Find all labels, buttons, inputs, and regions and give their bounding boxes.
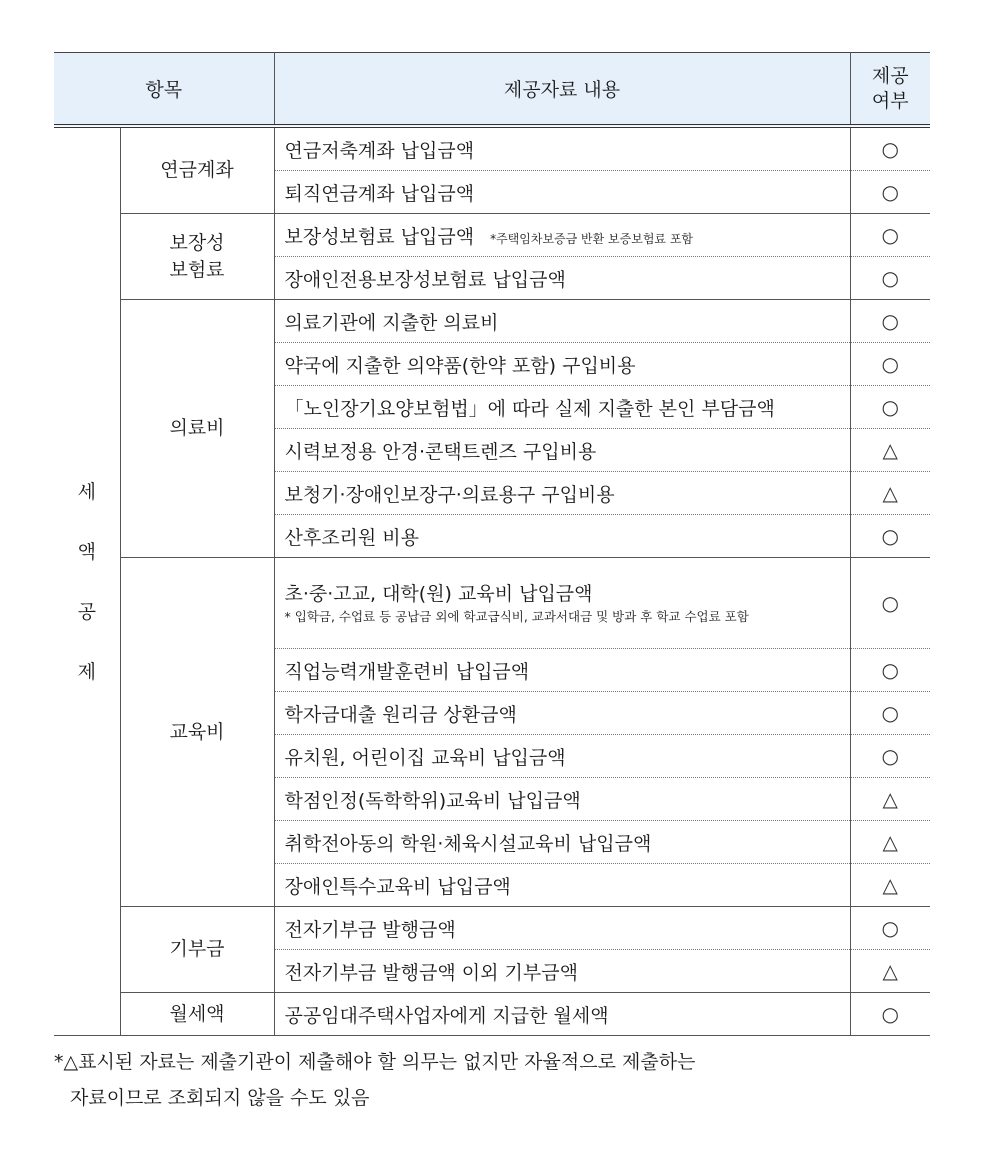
table-body [54,126,930,1036]
footnote-line1: *△표시된 자료는 제출기관이 제출해야 할 의무는 없지만 자율적으로 제출하는 [54,1051,696,1073]
header-provided-line2: 여부 [871,89,909,112]
item-description-cell [274,950,850,993]
category-label: 교육비 [169,720,225,743]
category-label: 의료비 [169,417,225,439]
item-description: 유치원, 어린이집 교육비 납입금액 [284,746,566,769]
footnote-line2: 자료이므로 조회되지 않을 수도 있음 [70,1087,370,1109]
item-description-cell [274,558,850,649]
circle-icon: ○ [850,386,930,429]
item-description: 공공임대주택사업자에게 지급한 월세액 [284,1004,609,1027]
category-label: 월세액 [169,1002,225,1025]
circle-icon: ○ [850,257,930,300]
main-category-char: 공 [77,600,96,623]
item-description: 약국에 지출한 의약품(한약 포함) 구입비용 [284,354,636,377]
circle-icon: ○ [850,214,930,257]
table-row [54,907,930,950]
item-description-cell [274,300,850,343]
item-description: 산후조리원 비용 [284,526,420,549]
main-category-char: 세 [77,480,96,503]
item-description: 장애인특수교육비 납입금액 [284,875,511,898]
item-description: 학자금대출 원리금 상환금액 [284,703,517,726]
item-description-cell [274,257,850,300]
circle-icon: ○ [850,649,930,692]
item-description: 취학전아동의 학원·체육시설교육비 납입금액 [284,832,652,855]
table-header-row [54,53,930,127]
table-row [54,300,930,343]
table-row [54,126,930,171]
item-description-cell [274,214,850,257]
circle-icon: ○ [850,300,930,343]
triangle-icon: △ [850,821,930,864]
header-provided-line1: 제공 [871,64,909,87]
circle-icon: ○ [850,171,930,214]
item-description: 전자기부금 발행금액 [284,918,456,941]
triangle-icon: △ [850,950,930,993]
triangle-icon: △ [850,864,930,907]
main-category-cell [54,126,120,1036]
tax-deduction-data-table [54,52,930,1036]
category-cell [120,214,274,300]
item-description-cell [274,735,850,778]
item-description-cell [274,472,850,515]
item-description: 초·중·고교, 대학(원) 교육비 납입금액 [284,582,593,605]
item-description: 연금저축계좌 납입금액 [284,139,475,162]
category-cell [120,907,274,993]
triangle-icon: △ [850,778,930,821]
item-description-cell [274,649,850,692]
circle-icon: ○ [850,343,930,386]
item-description-cell [274,778,850,821]
circle-icon: ○ [850,515,930,558]
triangle-icon: △ [850,429,930,472]
item-description: 직업능력개발훈련비 납입금액 [284,660,530,683]
item-description-cell [274,907,850,950]
header-item: 항목 [54,53,274,127]
item-description-cell [274,429,850,472]
category-label: 보장성 [169,231,225,254]
item-description-cell [274,821,850,864]
table-row [54,558,930,649]
main-category-char: 액 [77,540,96,563]
triangle-icon: △ [850,472,930,515]
item-description-cell [274,343,850,386]
circle-icon: ○ [850,993,930,1036]
footnote [54,1044,954,1116]
item-description-cell [274,515,850,558]
category-cell [120,300,274,558]
item-description: 퇴직연금계좌 납입금액 [284,182,475,205]
circle-icon: ○ [850,692,930,735]
table-row [54,993,930,1036]
table-row [54,214,930,257]
circle-icon: ○ [850,558,930,649]
item-description: 보청기·장애인보장구·의료용구 구입비용 [284,483,615,506]
circle-icon: ○ [850,907,930,950]
circle-icon: ○ [850,126,930,171]
item-description-cell [274,692,850,735]
header-provided [850,53,930,127]
main-category-char: 제 [77,660,96,683]
category-cell [120,126,274,214]
item-description: 보장성보험료 납입금액 [284,225,475,248]
item-description-cell [274,171,850,214]
item-description-cell [274,126,850,171]
category-label: 보험료 [169,258,225,281]
item-description: 시력보정용 안경·콘택트렌즈 구입비용 [284,440,597,463]
header-content: 제공자료 내용 [274,53,850,127]
category-cell [120,993,274,1036]
item-description: 학점인정(독학학위)교육비 납입금액 [284,789,581,812]
item-description-cell [274,864,850,907]
item-description-cell [274,386,850,429]
item-description: 전자기부금 발행금액 이외 기부금액 [284,961,578,984]
category-cell [120,558,274,907]
circle-icon: ○ [850,735,930,778]
category-label: 기부금 [169,938,225,960]
item-description: 「노인장기요양보험법」에 따라 실제 지출한 본인 부담금액 [284,397,775,420]
item-description-cell [274,993,850,1036]
item-description: 의료기관에 지출한 의료비 [284,311,499,334]
category-label: 연금계좌 [160,159,234,181]
item-subnote: * 입학금, 수업료 등 공납금 외에 학교급식비, 교과서대금 및 방과 후 학교 수업료 포함 [284,608,749,624]
item-description: 장애인전용보장성보험료 납입금액 [284,268,566,291]
item-inline-note: *주택임차보증금 반환 보증보험료 포함 [490,231,694,246]
